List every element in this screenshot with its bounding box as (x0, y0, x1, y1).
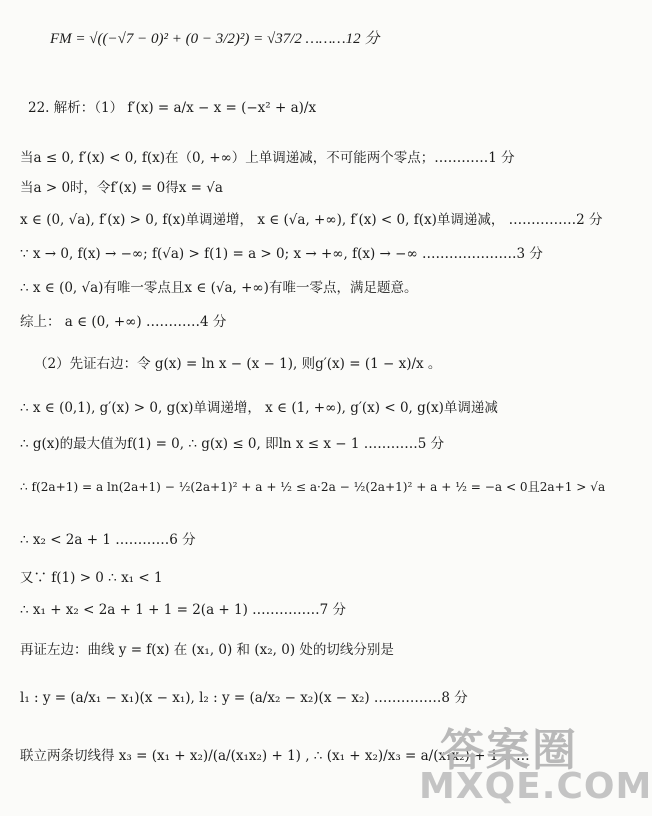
line-case-a-positive: 当a > 0时，令f′(x) = 0得x = √a (20, 180, 223, 196)
watermark-logo (419, 714, 652, 810)
line-fm-distance: FM = √((−√7 − 0)² + (0 − 3/2)²) = √37/2 ………12 分 (50, 31, 380, 47)
line-sum-bound: ∴ x₁ + x₂ < 2a + 1 + 1 = 2(a + 1) ……………7 分 (20, 602, 347, 618)
line-monotonicity: x ∈ (0, √a), f′(x) > 0, f(x)单调递增， x ∈ (√a, +∞), f′(x) < 0, f(x)单调递减， ……………2 分 (20, 212, 603, 228)
line-case-a-nonpositive: 当a ≤ 0, f′(x) < 0, f(x)在（0, +∞）上单调递减，不可能两个零点；…………1 分 (20, 150, 515, 166)
watermark-url: MXQE.COM (419, 766, 652, 807)
line-conclusion-part1: 综上： a ∈ (0, +∞) …………4 分 (20, 314, 227, 330)
line-unique-zeros: ∴ x ∈ (0, √a)有唯一零点且x ∈ (√a, +∞)有唯一零点，满足题意。 (20, 280, 418, 296)
line-part2-right-side: （2）先证右边：令 g(x) = ln x − (x − 1), 则g′(x) = (1 − x)/x 。 (34, 356, 442, 372)
line-q22-derivative: 22. 解析：（1） f′(x) = a/x − x = (−x² + a)/x (28, 100, 317, 116)
watermark-title: 答案圈 (440, 725, 578, 776)
line-tangent-lines: l₁ : y = (a/x₁ − x₁)(x − x₁), l₂ : y = (a/x₂ − x₂)(x − x₂) ……………8 分 (20, 690, 468, 706)
line-g-monotonicity: ∴ x ∈ (0,1), g′(x) > 0, g(x)单调递增， x ∈ (1, +∞), g′(x) < 0, g(x)单调递减 (20, 400, 498, 416)
line-x1-bound: 又∵ f(1) > 0 ∴ x₁ < 1 (20, 570, 163, 586)
line-limits: ∵ x → 0, f(x) → −∞; f(√a) > f(1) = a > 0; x → +∞, f(x) → −∞ …………………3 分 (20, 246, 543, 262)
line-part2-left-side: 再证左边：曲线 y = f(x) 在 (x₁, 0) 和 (x₂, 0) 处的切线分别是 (20, 642, 394, 658)
line-g-maximum: ∴ g(x)的最大值为f(1) = 0, ∴ g(x) ≤ 0, 即ln x ≤ x − 1 …………5 分 (20, 436, 445, 452)
line-x2-bound: ∴ x₂ < 2a + 1 …………6 分 (20, 532, 196, 548)
line-f-2a-plus-1: ∴ f(2a+1) = a ln(2a+1) − ½(2a+1)² + a + ½ ≤ a·2a − ½(2a+1)² + a + ½ = −a < 0且2a+1 > √a (20, 480, 606, 494)
line-intersection-x3: 联立两条切线得 x₃ = (x₁ + x₂)/(a/(x₁x₂) + 1) , ∴ (x₁ + x₂)/x₃ = a/(x₁x₂) + 1 …… (20, 748, 530, 764)
